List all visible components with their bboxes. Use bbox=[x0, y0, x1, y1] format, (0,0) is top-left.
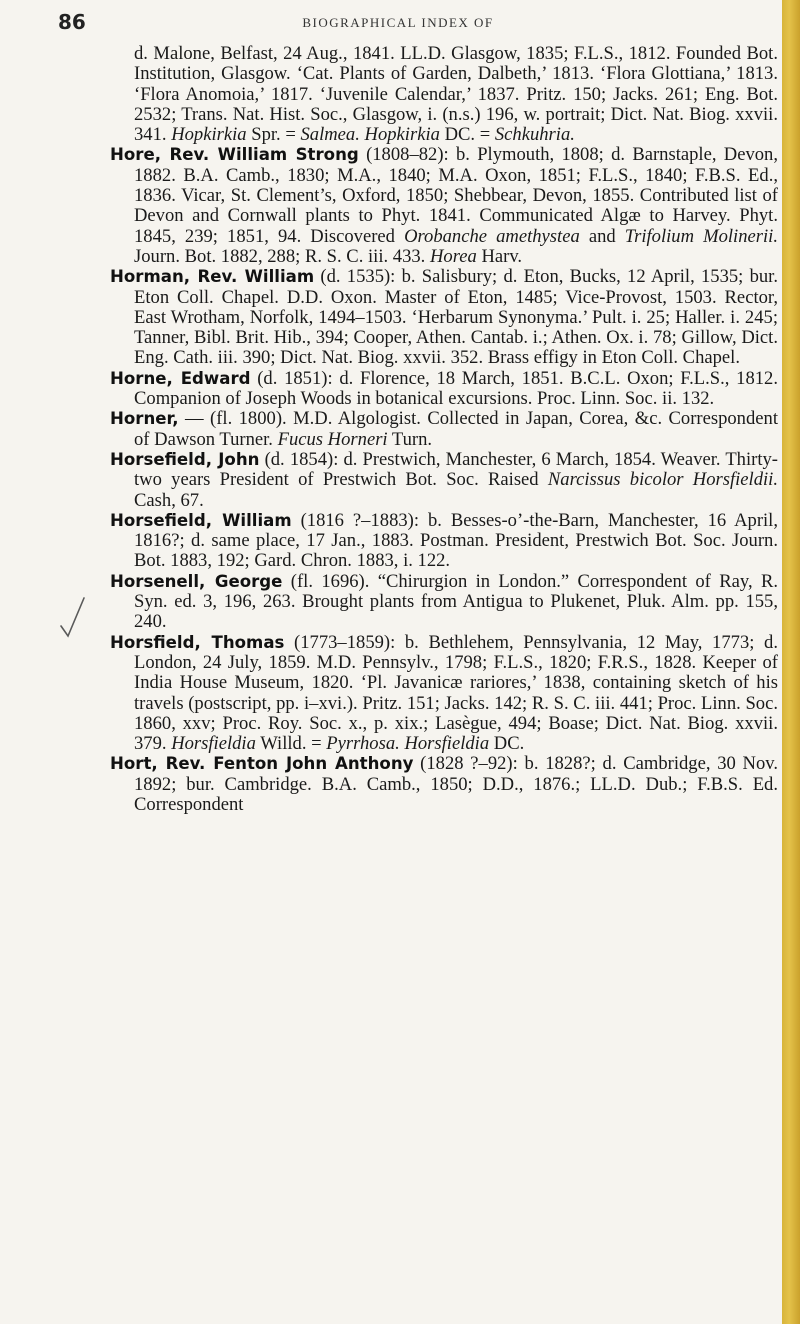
page-header bbox=[58, 10, 738, 36]
entry-horsefield-william bbox=[110, 511, 778, 572]
entry-text: (1808–82): b. Plymouth, 1808; d. Barnstaple, Devon, 1882. B.A. Camb., 1830; M.A., 1840; M.A. Oxon, 1851; F.L.S., 1840; F.B.S. Ed., 1836. Vicar, St. Clement’s, Oxford, 1850; Shebbear, Devon, 1855. Contributed list of Devon and Cornwall plants to Phyt. 1841. Communicated Algæ to Harvey. Phyt. 1845, 239; 1851, 94. Discovered bbox=[134, 144, 778, 247]
entry-text: and bbox=[579, 225, 625, 247]
italic-name: Horea bbox=[429, 245, 477, 267]
entry-horsfield bbox=[110, 633, 778, 755]
entry-text: (1816 ?–1883): b. Besses-o’-the-Barn, Manchester, 16 April, 1816?; d. same place, 17 Jan., 1883. Postman. President, Prestwich Bot. Soc. Journ. Bot. 1883, 192; Gard. Chron. 1883, i. 122. bbox=[134, 509, 778, 572]
page-number: 86 bbox=[58, 10, 86, 34]
entry-text: Willd. = bbox=[255, 733, 327, 755]
italic-name: Fucus Horneri bbox=[277, 428, 388, 450]
entry-horsenell bbox=[110, 572, 778, 633]
italic-name: Salmea. bbox=[300, 124, 360, 146]
entry-text: Harv. bbox=[476, 245, 523, 267]
running-head: BIOGRAPHICAL INDEX OF bbox=[302, 15, 494, 30]
entry-text: — (fl. 1800). M.D. Algologist. Collected in Japan, Corea, &c. Correspondent of Dawson Turner. bbox=[134, 408, 778, 450]
entry-text: Journ. Bot. 1882, 288; R. S. C. iii. 433. bbox=[134, 245, 430, 267]
entry-text: (1773–1859): b. Bethlehem, Pennsylvania, 12 May, 1773; d. London, 24 July, 1859. M.D. Pennsylv., 1798; F.L.S., 1820; F.R.S., 1828. Keeper of India House Museum, 1820. ‘Pl. Javanicæ rariores,’ 1838, containing sketch of his travels (postscript, pp. i–xvi.). Pritz. 151; Jacks. 142; R. S. C. iii. 441; Proc. Linn. Soc. 1860, xxv; Proc. Roy. Soc. x., p. xix.; Lasègue, 494; Boase; Dict. Nat. Biog. xxvii. 379. bbox=[134, 631, 778, 755]
entry-text: d. Malone, Belfast, 24 Aug., 1841. LL.D. Glasgow, 1835; F.L.S., 1812. Founded Bot. Institution, Glasgow. ‘Cat. Plants of Garden, Dalbeth,’ 1813. ‘Flora Glottiana,’ 1813. ‘Flora Anomoia,’ 1817. ‘Juvenile Calendar,’ 1837. Pritz. 150; Jacks. 261; Eng. Bot. 2532; Trans. Nat. Hist. Soc., Glasgow, i. (n.s.) 196, w. portrait; Dict. Nat. Biog. xxvii. 341. bbox=[134, 43, 778, 146]
entry-headword: Horsfield, Thomas bbox=[110, 632, 285, 652]
entry-text: (1828 ?–92): b. 1828?; d. Cambridge, 30 Nov. 1892; bur. Cambridge. B.A. Camb., 1850; D.D., 1876.; LL.D. Dub.; F.B.S. Ed. Correspondent bbox=[134, 753, 778, 815]
entry-text: DC. = bbox=[439, 124, 495, 146]
index-entries bbox=[110, 44, 778, 815]
italic-name: Narcissus bicolor Horsfieldii. bbox=[547, 469, 778, 491]
entry-horsefield-john bbox=[110, 450, 778, 511]
italic-name: Hopkirkia bbox=[364, 124, 440, 146]
entry-headword: Hort, Rev. Fenton John Anthony bbox=[110, 754, 414, 774]
entry-headword: Horsefield, John bbox=[110, 449, 260, 469]
italic-name: Orobanche amethystea bbox=[404, 225, 580, 247]
italic-name: Horsfieldia bbox=[171, 733, 256, 755]
entry-horman bbox=[110, 267, 778, 368]
entry-text: (d. 1851): d. Florence, 18 March, 1851. B.C.L. Oxon; F.L.S., 1812. Companion of Joseph Woods in botanical excursions. Proc. Linn. Soc. ii. 132. bbox=[134, 367, 778, 410]
entry-text: Spr. = bbox=[246, 124, 301, 146]
entry-headword: Horman, Rev. William bbox=[110, 267, 315, 287]
entry-headword: Horsefield, William bbox=[110, 510, 292, 530]
entry-headword: Horne, Edward bbox=[110, 368, 251, 388]
entry-hort bbox=[110, 754, 778, 815]
entry-hopkirk-cont bbox=[110, 44, 778, 145]
italic-name: Trifolium Molinerii. bbox=[624, 225, 778, 247]
italic-name: Hopkirkia bbox=[171, 124, 247, 146]
entry-headword: Hore, Rev. William Strong bbox=[110, 145, 359, 165]
entry-text: (d. 1535): b. Salisbury; d. Eton, Bucks, 12 April, 1535; bur. Eton Coll. Chapel. D.D. Oxon. Master of Eton, 1485; Vice-Provost, 1503. Rector, East Wrotham, Norfolk, 1494–1503. ‘Herbarum Synonyma.’ Pult. i. 25; Haller. i. 245; Tanner, Bibl. Brit. Hib., 394; Cooper, Athen. Cantab. i.; Athen. Ox. i. 78; Gillow, Dict. Eng. Cath. iii. 390; Dict. Nat. Biog. xxvii. 352. Brass effigy in Eton Coll. Chapel. bbox=[134, 266, 778, 369]
entry-text: (d. 1854): d. Prestwich, Manchester, 6 March, 1854. Weaver. Thirty-two years President of Prestwich Bot. Soc. Raised bbox=[134, 448, 778, 491]
entry-hore bbox=[110, 145, 778, 267]
margin-check-mark-icon bbox=[58, 596, 86, 644]
entry-text: DC. bbox=[489, 733, 525, 755]
italic-name: Pyrrhosa. bbox=[326, 733, 400, 755]
entry-text: Turn. bbox=[387, 428, 433, 450]
entry-text: Cash, 67. bbox=[134, 489, 204, 511]
entry-text: (fl. 1696). “Chirurgion in London.” Correspondent of Ray, R. Syn. ed. 3, 196, 263. Brought plants from Antigua to Plukenet, Pluk. Alm. pp. 155, 240. bbox=[134, 570, 778, 633]
italic-name: Horsfieldia bbox=[404, 733, 490, 755]
entry-headword: Horner, bbox=[110, 409, 179, 429]
gilt-page-edge bbox=[782, 0, 800, 1324]
entry-horne bbox=[110, 369, 778, 410]
italic-name: Schkuhria. bbox=[494, 124, 575, 146]
entry-headword: Horsenell, George bbox=[110, 571, 283, 591]
entry-horner bbox=[110, 409, 778, 450]
